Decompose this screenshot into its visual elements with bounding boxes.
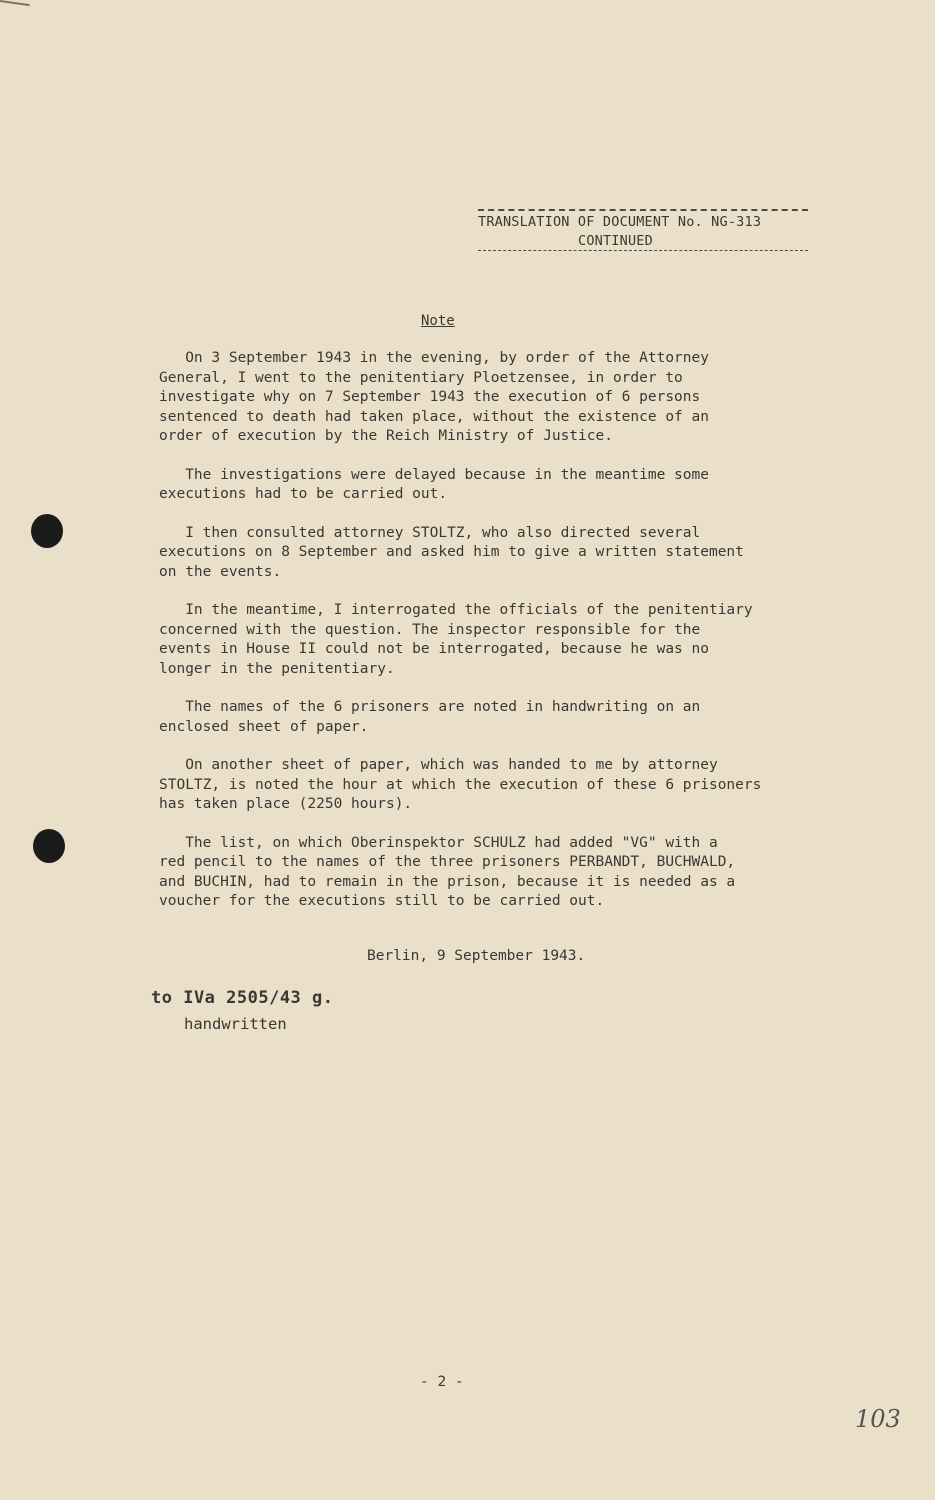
- text-line: The names of the 6 prisoners are noted in handwriting on an: [159, 699, 701, 715]
- text-line: longer in the penitentiary.: [159, 660, 395, 677]
- text-line: In the meantime, I interrogated the officials of the penitentiary: [159, 602, 753, 618]
- text-line: sentenced to death had taken place, without the existence of an: [159, 408, 709, 425]
- text-line: On 3 September 1943 in the evening, by order of the Attorney: [159, 350, 709, 366]
- header-title: TRANSLATION OF DOCUMENT No. NG-313: [478, 214, 762, 230]
- header-rule: [478, 209, 808, 211]
- text-line: voucher for the executions still to be carried out.: [159, 893, 605, 909]
- text-line: order of execution by the Reich Ministry of Justice.: [159, 428, 613, 444]
- text-line: executions on 8 September and asked him to give a written statement: [159, 544, 744, 560]
- text-line: concerned with the question. The inspector responsible for the: [159, 621, 701, 638]
- text-line: on the events.: [159, 563, 282, 580]
- text-line: red pencil to the names of the three prisoners PERBANDT, BUCHWALD,: [159, 854, 736, 870]
- date-line: Berlin, 9 September 1943.: [367, 948, 586, 964]
- paragraph: [159, 524, 839, 583]
- document-body: [159, 349, 839, 931]
- paragraph: [159, 756, 839, 815]
- handwritten-label: handwritten: [184, 1015, 287, 1033]
- text-line: executions had to be carried out.: [159, 486, 448, 502]
- archive-number: 103: [855, 1405, 901, 1433]
- punch-hole-lower: [33, 829, 65, 863]
- text-line: and BUCHIN, had to remain in the prison, because it is needed as a: [159, 873, 736, 890]
- paragraph: [159, 601, 839, 679]
- file-reference: to IVa 2505/43 g.: [151, 988, 334, 1008]
- paragraph: [159, 349, 839, 447]
- corner-mark: [0, 0, 30, 14]
- note-title: Note: [421, 313, 455, 329]
- text-line: The investigations were delayed because in the meantime some: [159, 466, 709, 483]
- paragraph: [159, 466, 839, 505]
- punch-hole-upper: [31, 514, 63, 548]
- document-header: [478, 209, 808, 251]
- text-line: investigate why on 7 September 1943 the execution of 6 persons: [159, 389, 701, 405]
- text-line: I then consulted attorney STOLTZ, who also directed several: [159, 524, 701, 541]
- text-line: enclosed sheet of paper.: [159, 718, 369, 735]
- text-line: STOLTZ, is noted the hour at which the execution of these 6 prisoners: [159, 776, 762, 793]
- header-continued: CONTINUED: [478, 233, 808, 251]
- paragraph: [159, 834, 839, 912]
- paragraph: [159, 698, 839, 737]
- text-line: General, I went to the penitentiary Ploetzensee, in order to: [159, 369, 683, 386]
- text-line: has taken place (2250 hours).: [159, 796, 413, 812]
- text-line: The list, on which Oberinspektor SCHULZ had added "VG" with a: [159, 834, 718, 851]
- page-number: - 2 -: [420, 1374, 464, 1390]
- text-line: On another sheet of paper, which was handed to me by attorney: [159, 757, 718, 773]
- text-line: events in House II could not be interrogated, because he was no: [159, 641, 709, 657]
